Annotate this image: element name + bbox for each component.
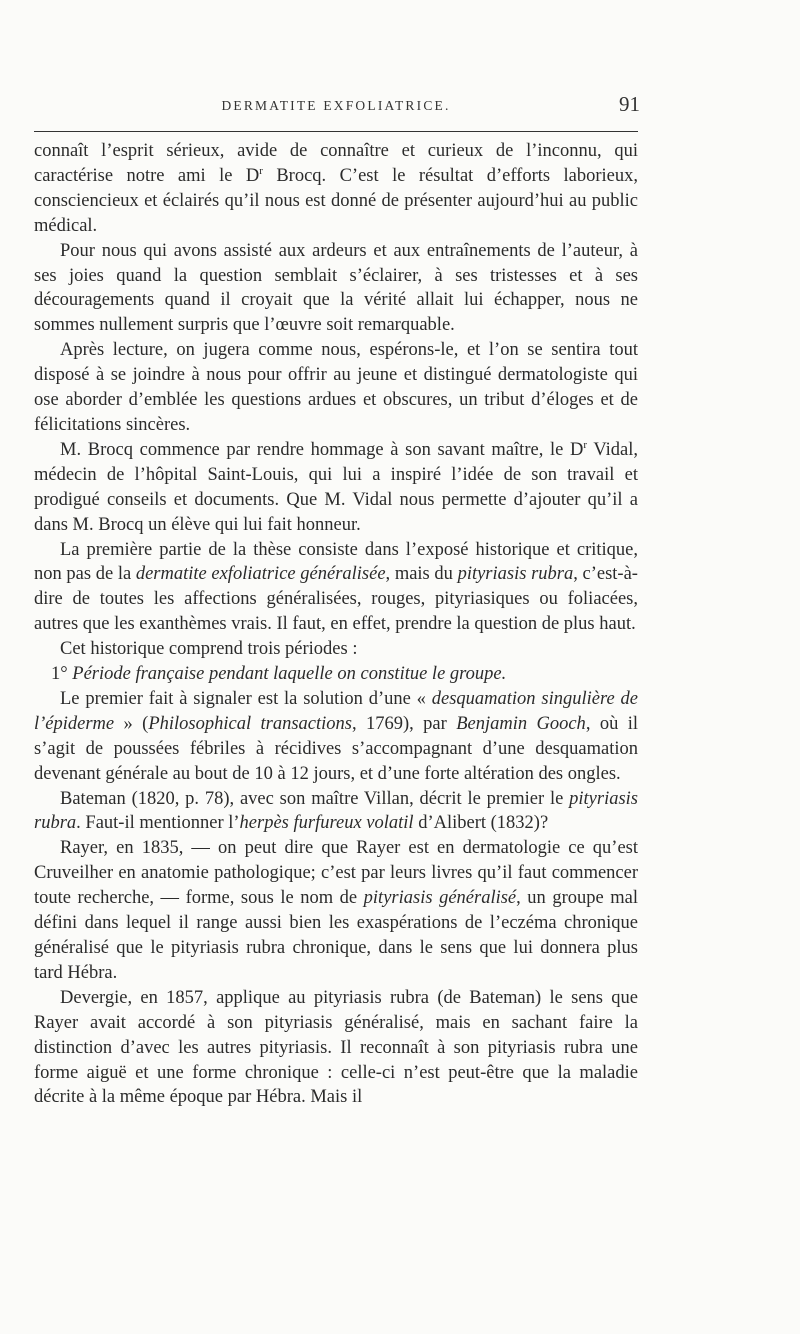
text-run: Après lecture, on jugera comme nous, espérons-le, et l’on se sentira tout disposé à se joindre à nous pour offrir au jeune et distingué dermatologiste qui ose aborder d’emblée les questions ardues et obscures, un tribut d’éloges et de félicitations sincères.: [34, 340, 638, 435]
ordinal-superscript: r: [583, 438, 588, 451]
paragraph: [34, 836, 638, 985]
text-run: , mais du: [385, 564, 458, 585]
section-heading: [34, 662, 638, 687]
text-run: Vidal, médecin de l’hôpital Saint-Louis, qui lui a inspiré l’idée de son travail et prodigué conseils et documents. Que M. Vidal nous permette d’ajouter qu’il a dans M. Brocq un élève qui lui fait honneur.: [34, 439, 638, 535]
text-run: , un groupe mal défini dans lequel il range aussi bien les exaspérations de l’eczéma chronique généralisé que le pityriasis rubra chronique, dans le sens que lui donnera plus tard Hébra.: [34, 888, 638, 983]
text-run: Le premier fait à signaler est la solution d’une «: [60, 688, 432, 709]
body-text: [34, 139, 638, 1110]
paragraph: [34, 239, 638, 339]
italic-run: dermatite exfoliatrice généralisée: [135, 564, 386, 585]
paragraph: [34, 139, 638, 239]
paragraph: [34, 687, 638, 787]
text-run: Rayer, en 1835, — on peut dire que Rayer est en dermatologie ce qu’est Cruveilher en anatomie pathologique; c’est par leurs livres qu’il faut commencer toute recherche, — forme, sous le nom de: [34, 838, 638, 909]
text-run: d’Alibert (1832)?: [413, 813, 549, 834]
paragraph: [34, 438, 638, 538]
italic-run: Période française pendant laquelle on constitue le groupe.: [72, 664, 507, 685]
paragraph: [34, 538, 638, 638]
text-run: 1°: [51, 664, 73, 685]
text-run: M. Brocq commence par rendre hommage à son savant maître, le D: [60, 439, 584, 460]
paragraph: [34, 986, 638, 1111]
text-run: » (: [114, 713, 149, 734]
text-run: Cet historique comprend trois périodes :: [60, 639, 358, 660]
text-run: . Faut-il mentionner l’: [76, 813, 240, 834]
paragraph: [34, 787, 638, 837]
text-run: , 1769), par: [351, 713, 457, 734]
italic-run: desquamation singulière de l’épiderme: [34, 688, 638, 734]
ordinal-superscript: r: [259, 164, 263, 177]
text-run: La première partie de la thèse consiste dans l’exposé historique et critique, non pas de la: [34, 539, 638, 585]
italic-run: pityriasis généralisé: [363, 888, 517, 909]
page-header: [34, 92, 638, 122]
italic-run: herpès furfureux volatil: [239, 813, 414, 834]
text-run: connaît l’esprit sérieux, avide de connaître et curieux de l’inconnu, qui caractérise notre ami le D: [34, 141, 638, 186]
text-run: Bateman (1820, p. 78), avec son maître Villan, décrit le premier le: [60, 788, 570, 809]
text-run: Brocq. C’est le résultat d’efforts laborieux, consciencieux et éclairés qu’il nous est donné de présenter aujourd’hui au public médical.: [34, 165, 638, 236]
paragraph: [34, 338, 638, 438]
text-run: Pour nous qui avons assisté aux ardeurs et aux entraînements de l’auteur, à ses joies quand la question semblait s’éclairer, à ses tristesses et à ses découragements quand il croyait que la vérité allait lui échapper, nous ne sommes nullement surpris que l’œuvre soit remarquable.: [34, 240, 638, 336]
text-run: , où il s’agit de poussées fébriles à récidives s’accompagnant d’une desquamation devenant générale au bout de 10 à 12 jours, et d’une forte altération des ongles.: [34, 713, 638, 784]
header-rule: [34, 131, 638, 132]
paragraph: [34, 637, 638, 662]
italic-run: pityriasis rubra: [457, 564, 574, 585]
running-title: DERMATITE EXFOLIATRICE.: [221, 98, 451, 113]
text-run: Devergie, en 1857, applique au pityriasis rubra (de Bateman) le sens que Rayer avait accordé à son pityriasis généralisé, mais en sachant faire la distinction d’avec les autres pityriasis. Il reconnaît à son pityriasis rubra une forme aiguë et une forme chronique : celle-ci n’est peut-être que la maladie décrite à la même époque par Hébra. Mais il: [34, 987, 638, 1108]
page-number: 91: [619, 92, 640, 116]
italic-run: pityriasis rubra: [34, 788, 638, 834]
italic-run: Philosophical transactions: [148, 713, 352, 734]
text-run: , c’est-à-dire de toutes les affections généralisées, rouges, pityriasiques ou foliacées, autres que les exanthèmes vrais. Il faut, en effet, prendre la question de plus haut.: [34, 564, 638, 635]
italic-run: Benjamin Gooch: [456, 713, 586, 734]
